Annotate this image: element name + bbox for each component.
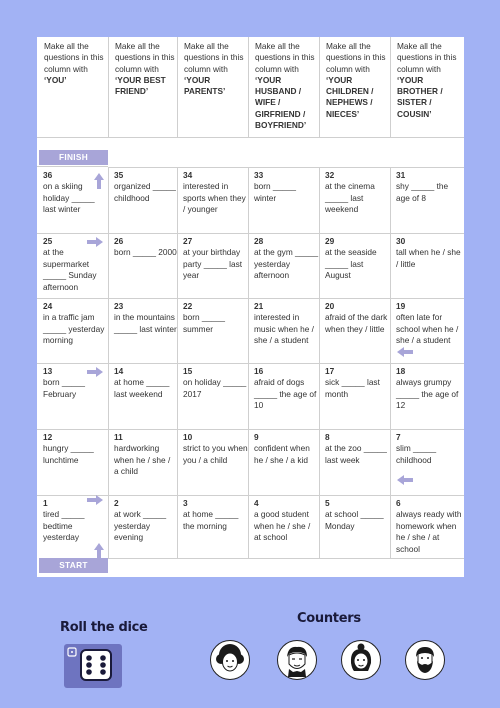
- square-number: 11: [114, 432, 123, 442]
- board-square[interactable]: [108, 298, 177, 363]
- square-prompt: hardworking when he / she / a child: [114, 443, 171, 477]
- counter-bearded-man-icon[interactable]: [405, 640, 445, 680]
- board-square[interactable]: [177, 429, 248, 495]
- square-prompt: at home _____ last weekend: [114, 377, 170, 399]
- board-square[interactable]: [390, 429, 464, 495]
- square-prompt: hungry _____ lunchtime: [43, 443, 94, 465]
- square-number: 3: [183, 498, 188, 508]
- square-number: 23: [114, 301, 124, 311]
- square-number: 9: [254, 432, 259, 442]
- square-prompt: tall when he / she / little: [396, 247, 461, 269]
- board-square[interactable]: [390, 363, 464, 429]
- counters-title: Counters: [297, 611, 361, 626]
- square-number: 24: [43, 301, 53, 311]
- board-square[interactable]: [248, 298, 319, 363]
- square-prompt: at the zoo _____ last week: [325, 443, 387, 465]
- square-number: 6: [396, 498, 401, 508]
- square-prompt: slim _____ childhood: [396, 443, 437, 465]
- board-square[interactable]: [248, 429, 319, 495]
- square-number: 16: [254, 366, 264, 376]
- square-number: 31: [396, 170, 406, 180]
- arrow-right-icon: [87, 237, 103, 247]
- square-number: 10: [183, 432, 193, 442]
- square-prompt: at work _____ yesterday evening: [114, 509, 167, 543]
- square-number: 35: [114, 170, 124, 180]
- counter-woman-icon[interactable]: [341, 640, 381, 680]
- board-square[interactable]: [319, 298, 390, 363]
- square-prompt: at your birthday party _____ last year: [183, 247, 243, 281]
- board-square[interactable]: [177, 363, 248, 429]
- board-square[interactable]: [177, 233, 248, 298]
- square-number: 30: [396, 236, 406, 246]
- board-square[interactable]: [319, 167, 390, 233]
- square-number: 25: [43, 236, 53, 246]
- square-prompt: interested in sports when they / younger: [183, 181, 246, 215]
- board-square[interactable]: [319, 429, 390, 495]
- board-square[interactable]: [390, 233, 464, 298]
- board-square[interactable]: [37, 429, 108, 495]
- roll-the-dice-title: Roll the dice: [60, 620, 148, 635]
- board-square[interactable]: [248, 233, 319, 298]
- board-square[interactable]: [248, 167, 319, 233]
- square-prompt: a good student when he / she / at school: [254, 509, 311, 543]
- square-prompt: in a traffic jam _____ yesterday morning: [43, 312, 105, 346]
- square-prompt: often late for school when he / she / a student: [396, 312, 459, 346]
- square-prompt: afraid of the dark when they / little: [325, 312, 388, 334]
- board-square[interactable]: [177, 495, 248, 558]
- board-square[interactable]: [390, 495, 464, 558]
- square-number: 22: [183, 301, 193, 311]
- column-header-best-friend: Make all the questions in this column with ‘YOUR BEST FRIEND’: [115, 41, 175, 97]
- arrow-right-icon: [87, 367, 103, 377]
- square-prompt: born _____ February: [43, 377, 85, 399]
- square-prompt: at home _____ the morning: [183, 509, 239, 531]
- column-header-children: Make all the questions in this column with ‘YOUR CHILDREN / NEPHEWS / NIECES’: [326, 41, 386, 119]
- arrow-right-icon: [87, 495, 103, 505]
- column-header-partner: Make all the questions in this column with ‘YOUR HUSBAND / WIFE / GIRFRIEND / BOYFRIEND’: [255, 41, 315, 131]
- square-prompt: at the cinema _____ last weekend: [325, 181, 375, 215]
- game-board: [37, 37, 464, 577]
- square-prompt: born _____ 2000: [114, 247, 177, 258]
- arrow-up-icon: [94, 543, 104, 559]
- square-number: 13: [43, 366, 53, 376]
- square-prompt: strict to you when you / a child: [183, 443, 248, 465]
- column-header-you: Make all the questions in this column with ‘YOU’: [44, 41, 104, 85]
- arrow-up-icon: [94, 173, 104, 189]
- square-prompt: on a skiing holiday _____ last winter: [43, 181, 95, 215]
- square-number: 28: [254, 236, 264, 246]
- square-number: 15: [183, 366, 193, 376]
- square-prompt: sick _____ last month: [325, 377, 380, 399]
- square-number: 7: [396, 432, 401, 442]
- finish-label: FINISH: [39, 150, 108, 165]
- square-number: 19: [396, 301, 406, 311]
- square-number: 34: [183, 170, 193, 180]
- square-number: 17: [325, 366, 335, 376]
- square-number: 27: [183, 236, 193, 246]
- square-prompt: at the gym _____ yesterday afternoon: [254, 247, 319, 281]
- square-prompt: always grumpy _____ the age of 12: [396, 377, 459, 411]
- board-square[interactable]: [37, 298, 108, 363]
- square-prompt: organized _____ childhood: [114, 181, 176, 203]
- square-number: 18: [396, 366, 406, 376]
- counter-man-icon[interactable]: [277, 640, 317, 680]
- board-square[interactable]: [108, 495, 177, 558]
- square-prompt: at the supermarket _____ Sunday afternoon: [43, 247, 97, 292]
- square-number: 20: [325, 301, 335, 311]
- square-prompt: shy _____ the age of 8: [396, 181, 449, 203]
- board-square[interactable]: [108, 429, 177, 495]
- board-square[interactable]: [108, 233, 177, 298]
- column-header-parents: Make all the questions in this column with ‘YOUR PARENTS’: [184, 41, 244, 97]
- board-square[interactable]: [248, 363, 319, 429]
- square-prompt: born _____ summer: [183, 312, 225, 334]
- board-square[interactable]: [177, 167, 248, 233]
- square-number: 2: [114, 498, 119, 508]
- board-square[interactable]: [108, 363, 177, 429]
- column-header-siblings: Make all the questions in this column with ‘YOUR BROTHER / SISTER / COUSIN’: [397, 41, 457, 119]
- square-number: 12: [43, 432, 53, 442]
- arrow-left-icon: [397, 347, 413, 357]
- square-prompt: afraid of dogs _____ the age of 10: [254, 377, 317, 411]
- square-prompt: interested in music when he / she / a student: [254, 312, 314, 346]
- square-number: 32: [325, 170, 335, 180]
- counter-curly-hair-icon[interactable]: [210, 640, 250, 680]
- board-square[interactable]: [319, 233, 390, 298]
- square-number: 29: [325, 236, 335, 246]
- dice-icon[interactable]: [64, 644, 122, 688]
- arrow-left-icon: [397, 475, 413, 485]
- board-square[interactable]: [319, 363, 390, 429]
- board-square[interactable]: [319, 495, 390, 558]
- square-prompt: born _____ winter: [254, 181, 296, 203]
- square-prompt: confident when he / she / a kid: [254, 443, 310, 465]
- square-number: 33: [254, 170, 264, 180]
- square-prompt: at school _____ Monday: [325, 509, 384, 531]
- square-number: 21: [254, 301, 264, 311]
- square-prompt: always ready with homework when he / she / at school: [396, 509, 462, 554]
- board-square[interactable]: [248, 495, 319, 558]
- square-number: 36: [43, 170, 53, 180]
- square-prompt: on holiday _____ 2017: [183, 377, 247, 399]
- square-number: 26: [114, 236, 124, 246]
- square-number: 1: [43, 498, 48, 508]
- board-square[interactable]: [177, 298, 248, 363]
- square-prompt: in the mountains _____ last winter: [114, 312, 177, 334]
- square-prompt: tired _____ bedtime yesterday: [43, 509, 85, 543]
- square-number: 4: [254, 498, 259, 508]
- square-number: 8: [325, 432, 330, 442]
- start-label: START: [39, 558, 108, 573]
- square-number: 5: [325, 498, 330, 508]
- board-square[interactable]: [390, 167, 464, 233]
- square-prompt: at the seaside _____ last August: [325, 247, 377, 281]
- board-square[interactable]: [108, 167, 177, 233]
- square-number: 14: [114, 366, 124, 376]
